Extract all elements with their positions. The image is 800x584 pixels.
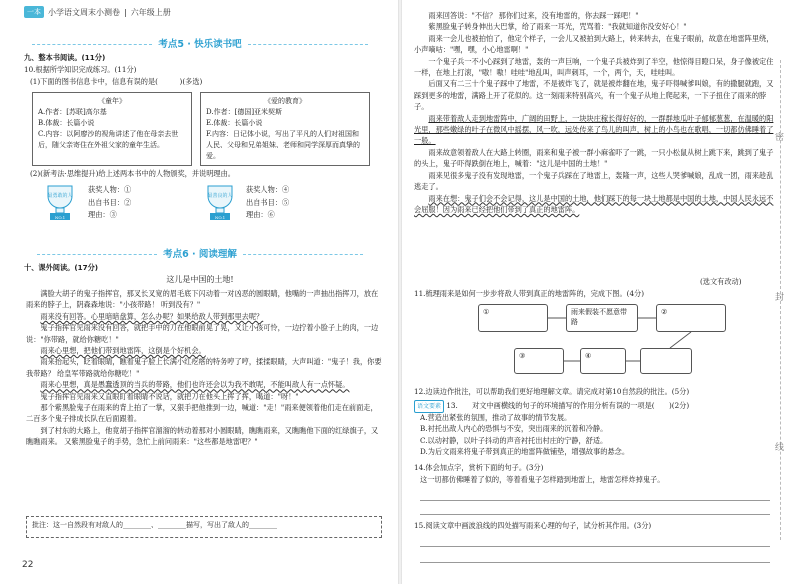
page-number: 22: [22, 560, 34, 570]
flow-box-4[interactable]: ③: [514, 348, 564, 374]
q13-tag: 语文要素: [414, 400, 444, 413]
sub2: (2)(新考法·思维提升)给上述两本书中的人物颁奖，并说明理由。: [30, 169, 235, 178]
section5-title: 考点5 · 快乐读书吧: [0, 36, 400, 50]
q9-heading: 九、整本书阅读。(11分): [24, 53, 106, 62]
left-passage: 满脸大胡子的鬼子指挥官，那叉长叉宽的眉毛底下闪动着一对凶恶的圆眼睛，他嘴的一声抽出指挥刀，放在雨来的脖子上，阴森森地说："小孩带路！ 听到没有？" 雨来没有回答。心里暗暗盘算，怎么办呢？如果给敌人带到那里去呢？ 鬼子指挥官见雨来没有回答，就把手中的刀在他眼前晃了晃，又让小孩可怜，一边拧着小脸子上的肉，一边说："你带路，就给你糖吃！" 雨来心里想，把他们带到地雷阵，这倒是个好机会。 雨来抬起头，眨着眼睛，瞧着鬼子脸上长满小红疙瘩的特务哼了哼，揉揉眼睛，大声叫道："鬼子！我，你要我带路？ 给皇军带路就给你糖吃！" 雨来心里想，真是愚蠢透顶的当兵的带路，他们也许还会以为我不敢呢，不能叫敌人有一点怀疑。 鬼子指挥官见雨来又直眼盯着眼睛不说话，就把刀在他头上挥了挥，喝道："呀！" 那个紫黑脸鬼子在雨来的背上拍了一掌，又狠手把他推到一边，喊道："走！"雨来便领着他们走在前面走，二百多个鬼子排成长队在后面跟着。 到了村东的大路上，他竟胡子指挥官溜溜的转动着那对小圆眼睛，瞧瞧雨来，又瞧瞧他下面的红绿旗子，又瞧瞧雨来。 又紫黑脸鬼子的手势，急忙上前问雨来："这些都是地雷吧？": [26, 289, 382, 447]
flow-box-6[interactable]: [640, 348, 692, 374]
flow-box-5[interactable]: ④: [580, 348, 626, 374]
header-grade: 六年级上册: [130, 7, 171, 17]
svg-text:NO.1: NO.1: [214, 215, 226, 220]
svg-text:最勇敢的人: 最勇敢的人: [47, 193, 73, 199]
right-page: [400, 0, 800, 584]
side-mark-1: 密: [775, 133, 785, 143]
q10-heading: 十、课外阅读。(17分): [24, 263, 99, 272]
q15-text: 15.阅读文章中画波浪线的四处描写雨来心理的句子，试分析其作用。(3分): [414, 521, 652, 530]
q11-text: 11.梳理雨来是如何一步步将敌人带到真正的地雷阵的，完成下图。(4分): [414, 289, 645, 298]
side-mark-2: 封: [775, 293, 785, 303]
section6-title: 考点6 · 阅读理解: [0, 246, 400, 260]
header-title: 小学语文周末小测卷: [48, 7, 120, 17]
svg-text:NO.1: NO.1: [54, 215, 66, 220]
q13-options[interactable]: A.营造出紧张的氛围，推动了故事的情节发展。 B.衬托出敌人内心的恐惧与不安，突出雨来的沉着和冷静。 C.以动衬静，以叶子抖动的声音衬托出村庄的宁静，舒适。 D.为后文雨来将鬼子带到真正的地雷阵做铺垫，增强故事的悬念。: [420, 413, 630, 457]
passage-title: 这儿是中国的土地!: [166, 275, 234, 284]
q12-text: 12.边读边作批注，可以帮助我们更好地理解文章。请完成对第10自然段的批注。(5分): [414, 387, 690, 396]
flow-box-1[interactable]: ①: [478, 304, 548, 332]
q10-intro: 10.根据所学知识完成练习。(11分): [24, 65, 137, 74]
flow-box-2: 雨来假装不愿意带路: [566, 304, 638, 332]
award-fields-right: 获奖人物：④ 出自书目：⑤ 理由：⑥: [246, 185, 290, 219]
trophy-icon-2: [200, 182, 240, 222]
flow-box-3[interactable]: ②: [656, 304, 726, 332]
q15-answer-line-1[interactable]: [420, 546, 770, 547]
brand-logo: 一本: [24, 6, 44, 18]
q14-answer-line-1[interactable]: [420, 500, 770, 501]
source-note: (选文有改动): [700, 277, 742, 286]
award-fields-left: 获奖人物：① 出自书目：② 理由：③: [88, 185, 132, 219]
q14-answer-line-2[interactable]: [420, 514, 770, 515]
q13-text: 语文要素 13. 对文中画横线的句子的环境描写的作用分析有误的一项是( )(2分): [414, 400, 689, 413]
q15-answer-line-2[interactable]: [420, 562, 770, 563]
right-passage: 雨来回答说："不信？ 那你们过来，没有地雷的，你去踩一踩吧！" 紫黑脸鬼子转身伸出大巴掌，给了雨来一耳光，咒骂着："我就知道你没安好心！" 雨来一会儿也被拍怕了，他定个样子，一会儿又被拍到大路上，转来转去，在鬼子眼前，故意在地雷阵里绕，小声嘀咕："嘿，嘿，小心地雷啊！" 一个鬼子兵一不小心踩到了地雷，轰的一声巨响，一个鬼子兵被炸到了半空，他惊得目瞪口呆，身子像被定住一样，在地上打滚，"嗷！嗷！哇哇"地乱叫，叫声刺耳，一个，两个，天，哇哇叫。 后面又有二三十个鬼子踩中了地雷，不是被炸飞了，就是被炸翻在地，鬼子吓得喊爹叫娘，有的撒腿就跑，又踩到更多的地雷，满路上开了花似的。这一刻雨来特别高兴，有一个鬼子从地上爬起来，一下子扭住了雨来的脖子。 雨来带着敌人走到地雷阵中，广阔的田野上，一块块庄稼长得好好的，一群群地瓜叶子郁郁葱葱，在温暖的阳光里，那些嫩绿的叶子在微风中摇摆，风一吹，远处传来了鸟儿的叫声，树上的小鸟也在歌唱，一切都仿佛睡着了一般。 雨来故意领着敌人在大路上转圈，雨来和鬼子被一群小麻雀吓了一跳，一只小松鼠从树上跳下来，跳到了鬼子的头上，鬼子吓得跌倒在地上，喊着："这儿是中国的土地！" 雨来见很多鬼子没有发现地雷，一个鬼子兵踩在了地雷上，轰隆一声，这些人哭爹喊娘，乱成一团，雨来趁乱逃走了。 雨来在想：鬼子们会不会记得，这儿是中国的土地，他们踩下的每一块土地都是中国的土地，中国人民永远不会屈服！因为雨来已经把他们带到了真正的地雷阵。: [414, 11, 774, 214]
svg-text:最善良的人: 最善良的人: [207, 193, 233, 199]
annotation-box[interactable]: 批注：这一自然段有对敌人的________、________描写，写出了敌人的________: [26, 516, 382, 538]
page-header: 一本 小学语文周末小测卷 | 六年级上册: [24, 6, 171, 18]
q14-sentence: 这一切都仿佛睡着了似的，等着看鬼子怎样踏到地雷上，地雷怎样炸掉鬼子。: [420, 475, 665, 484]
side-mark-3: 线: [775, 443, 785, 453]
trophy-icon-1: [40, 182, 80, 222]
q14-text: 14.体会加点字，赏析下面的句子。(3分): [414, 463, 544, 472]
book-card-2: 《爱的教育》 D.作者：[德国]亚米契斯 E.体裁：长篇小说 F.内容：日记体小说，写出了平凡的人们对祖国和人民、父母和兄弟姐妹、老师和同学深厚而真挚的爱。: [200, 92, 370, 166]
sub1: (1)下面的图书信息卡中，信息有误的是( )(多选): [30, 77, 203, 86]
book-card-1: 《童年》 A.作者：[苏联]高尔基 B.体裁：长篇小说 C.内容：以阿廖沙的视角讲述了他在母亲去世后，随父亲寄住在外祖父家的童年生活。: [32, 92, 192, 166]
